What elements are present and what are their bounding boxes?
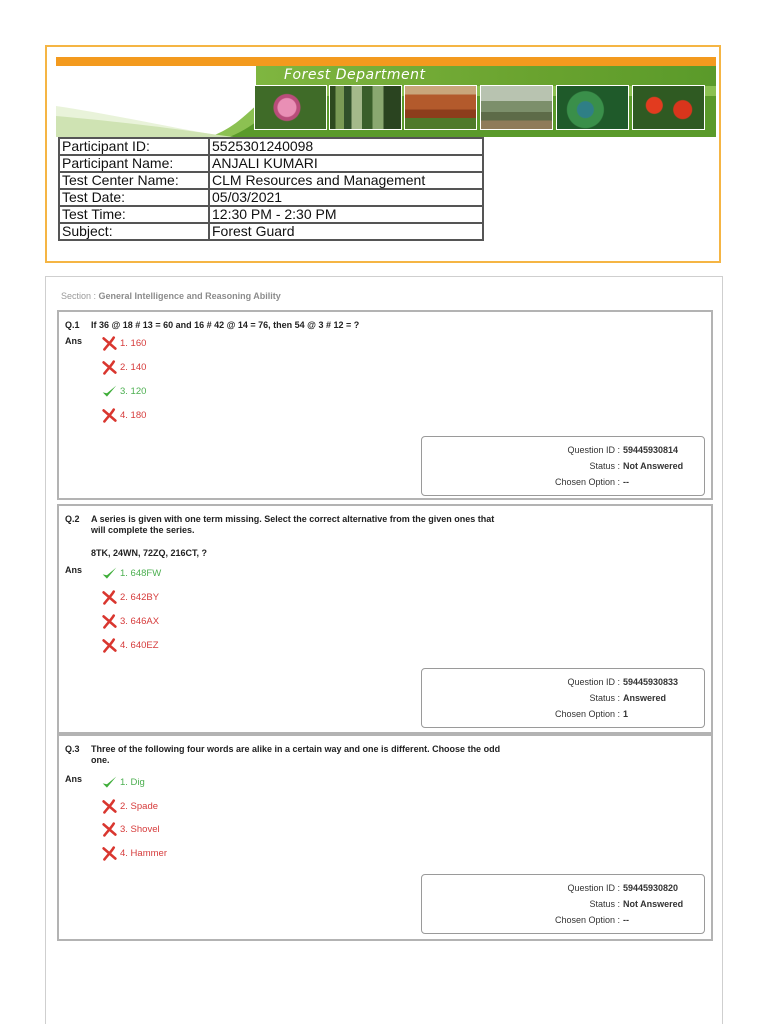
chosen-option-label: Chosen Option : bbox=[554, 915, 620, 925]
participant-info-label: Subject: bbox=[59, 223, 209, 240]
status-label: Status : bbox=[589, 899, 620, 909]
option-item bbox=[101, 406, 146, 424]
question-id-label: Question ID : bbox=[567, 445, 620, 455]
participant-info-row bbox=[59, 189, 483, 206]
question-id-row bbox=[567, 677, 679, 687]
plantation-photo bbox=[480, 85, 553, 130]
question-id-row bbox=[567, 883, 679, 893]
chosen-option-row bbox=[554, 709, 629, 719]
question-number: Q.3 bbox=[65, 744, 80, 754]
chosen-option-value: 1 bbox=[623, 709, 629, 719]
option-item bbox=[101, 797, 158, 815]
status-row bbox=[589, 461, 684, 471]
option-item bbox=[101, 382, 146, 400]
option-label: 3. 646AX bbox=[120, 615, 160, 627]
foliage-photo bbox=[556, 85, 629, 130]
section-name: General Intelligence and Reasoning Ability bbox=[98, 291, 281, 301]
option-item bbox=[101, 358, 146, 376]
participant-header-card bbox=[45, 45, 721, 263]
status-value: Answered bbox=[623, 693, 667, 703]
question-id-row bbox=[567, 445, 679, 455]
option-item bbox=[101, 844, 167, 862]
chosen-option-value: -- bbox=[623, 477, 629, 487]
question-text: Three of the following four words are alike in a certain way and one is different. Choose the odd one. bbox=[91, 744, 501, 765]
question-id-value: 59445930814 bbox=[623, 445, 679, 455]
participant-info-label: Participant ID: bbox=[59, 138, 209, 155]
option-label: 4. 180 bbox=[120, 409, 147, 421]
option-item bbox=[101, 636, 159, 654]
section-heading bbox=[61, 291, 281, 301]
participant-info-row bbox=[59, 223, 483, 240]
status-row bbox=[589, 693, 667, 703]
wrong-cross-icon bbox=[101, 613, 118, 630]
question-series: 8TK, 24WN, 72ZQ, 216CT, ? bbox=[91, 548, 208, 558]
wrong-cross-icon bbox=[101, 335, 118, 352]
chosen-option-row bbox=[554, 915, 629, 925]
participant-info-row bbox=[59, 172, 483, 189]
ans-label: Ans bbox=[65, 336, 83, 346]
option-item bbox=[101, 588, 159, 606]
participant-info-value: Forest Guard bbox=[209, 223, 483, 240]
participant-info-label: Test Date: bbox=[59, 189, 209, 206]
question-number: Q.1 bbox=[65, 320, 80, 330]
participant-info-value: 5525301240098 bbox=[209, 138, 483, 155]
participant-info-value: CLM Resources and Management bbox=[209, 172, 483, 189]
wrong-cross-icon bbox=[101, 637, 118, 654]
chosen-option-label: Chosen Option : bbox=[554, 709, 620, 719]
chosen-option-row bbox=[554, 477, 629, 487]
question-text: If 36 @ 18 # 13 = 60 and 16 # 42 @ 14 = 76, then 54 @ 3 # 12 = ? bbox=[91, 320, 360, 330]
participant-info-value: ANJALI KUMARI bbox=[209, 155, 483, 172]
answer-sheet bbox=[45, 276, 723, 1024]
correct-check-icon bbox=[101, 383, 118, 400]
correct-check-icon bbox=[101, 565, 118, 582]
wrong-cross-icon bbox=[101, 821, 118, 838]
chosen-option-label: Chosen Option : bbox=[554, 477, 620, 487]
status-value: Not Answered bbox=[623, 899, 684, 909]
question-meta-box bbox=[421, 874, 705, 934]
participant-info-value: 05/03/2021 bbox=[209, 189, 483, 206]
correct-check-icon bbox=[101, 774, 118, 791]
question-id-label: Question ID : bbox=[567, 677, 620, 687]
participant-info-table bbox=[58, 137, 484, 241]
ans-label: Ans bbox=[65, 565, 83, 575]
question-card-1 bbox=[57, 310, 713, 500]
wrong-cross-icon bbox=[101, 359, 118, 376]
wrong-cross-icon bbox=[101, 845, 118, 862]
question-number: Q.2 bbox=[65, 514, 80, 524]
question-id-label: Question ID : bbox=[567, 883, 620, 893]
question-id-value: 59445930833 bbox=[623, 677, 679, 687]
banner-orange-bar bbox=[56, 57, 716, 66]
status-value: Not Answered bbox=[623, 461, 684, 471]
option-label: 3. Shovel bbox=[120, 823, 160, 835]
option-label: 2. 642BY bbox=[120, 591, 160, 603]
forest-department-banner bbox=[56, 57, 716, 137]
trees-photo bbox=[329, 85, 402, 130]
option-item bbox=[101, 564, 161, 582]
red-flowers-photo bbox=[632, 85, 705, 130]
flower-photo bbox=[254, 85, 327, 130]
wrong-cross-icon bbox=[101, 798, 118, 815]
participant-info-label: Participant Name: bbox=[59, 155, 209, 172]
question-id-value: 59445930820 bbox=[623, 883, 679, 893]
option-item bbox=[101, 334, 146, 352]
question-card-2 bbox=[57, 504, 713, 734]
status-label: Status : bbox=[589, 461, 620, 471]
question-card-3 bbox=[57, 734, 713, 941]
option-label: 1. 160 bbox=[120, 337, 147, 349]
option-item bbox=[101, 773, 145, 791]
option-label: 4. 640EZ bbox=[120, 639, 159, 651]
option-item bbox=[101, 612, 159, 630]
participant-info-row bbox=[59, 138, 483, 155]
ans-label: Ans bbox=[65, 774, 83, 784]
section-prefix: Section : bbox=[61, 291, 99, 301]
participant-info-row bbox=[59, 155, 483, 172]
participant-info-row bbox=[59, 206, 483, 223]
option-label: 2. 140 bbox=[120, 361, 147, 373]
status-row bbox=[589, 899, 684, 909]
option-label: 1. Dig bbox=[120, 776, 145, 788]
participant-info-value: 12:30 PM - 2:30 PM bbox=[209, 206, 483, 223]
chosen-option-value: -- bbox=[623, 915, 629, 925]
nursery-photo bbox=[404, 85, 477, 130]
banner-title: Forest Department bbox=[284, 67, 426, 83]
option-label: 3. 120 bbox=[120, 385, 147, 397]
question-meta-box bbox=[421, 668, 705, 728]
option-label: 1. 648FW bbox=[120, 567, 162, 579]
option-item bbox=[101, 820, 160, 838]
participant-info-label: Test Center Name: bbox=[59, 172, 209, 189]
option-label: 2. Spade bbox=[120, 800, 159, 812]
status-label: Status : bbox=[589, 693, 620, 703]
question-text: A series is given with one term missing. Select the correct alternative from the given ones that will complete the series. bbox=[91, 514, 495, 535]
option-label: 4. Hammer bbox=[120, 847, 167, 859]
participant-info-label: Test Time: bbox=[59, 206, 209, 223]
question-meta-box bbox=[421, 436, 705, 496]
wrong-cross-icon bbox=[101, 407, 118, 424]
wrong-cross-icon bbox=[101, 589, 118, 606]
